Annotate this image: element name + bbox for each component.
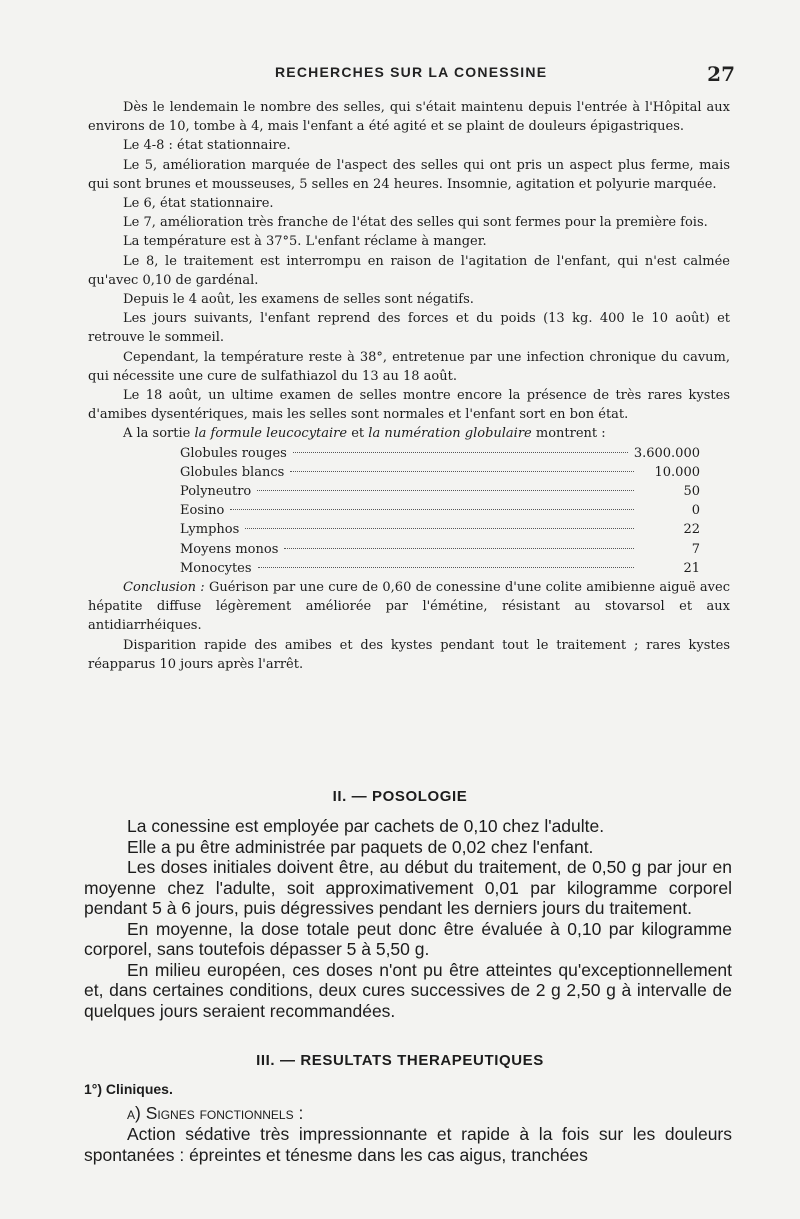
- result-label: Monocytes: [180, 560, 252, 576]
- result-label: Lymphos: [180, 522, 240, 538]
- result-value: 10.000: [654, 464, 700, 480]
- dot-leader: [290, 471, 634, 472]
- formula-suffix: montrent :: [535, 426, 606, 442]
- case-paragraph: Depuis le 4 août, les examens de selles sont négatifs.: [123, 292, 474, 308]
- result-value: 0: [691, 503, 700, 519]
- result-label: Moyens monos: [180, 541, 279, 557]
- dot-leader: [293, 452, 628, 453]
- dot-leader: [230, 509, 634, 510]
- formula-label: la formule leucocytaire: [194, 426, 348, 442]
- dot-leader: [257, 490, 634, 491]
- result-row: [180, 501, 700, 520]
- result-label: Polyneutro: [180, 484, 252, 500]
- dot-leader: [258, 567, 634, 568]
- running-title: RECHERCHES SUR LA CONESSINE: [275, 64, 548, 80]
- result-row: [180, 520, 700, 539]
- conclusion: [88, 578, 730, 636]
- posologie-paragraph: Elle a pu être administrée par paquets de 0,02 chez l'enfant.: [127, 836, 594, 857]
- result-value: 50: [683, 484, 700, 500]
- conclusion-text: Guérison par une cure de 0,60 de conessine d'une colite amibienne aiguë avec hépatite diffuse légèrement améliorée par l'émétine, résistant au stovarsol et aux antidiarrhéiques.: [88, 579, 730, 634]
- result-label: Globules rouges: [180, 445, 287, 461]
- posologie-paragraph: En moyenne, la dose totale peut donc être évaluée à 0,10 par kilogramme corporel, sans toutefois dépasser 5 à 5,50 g.: [84, 918, 732, 959]
- case-paragraph: Le 4-8 : état stationnaire.: [123, 138, 291, 154]
- section-title-posologie: II. — POSOLOGIE: [332, 788, 468, 805]
- formula-prefix: A la sortie: [123, 426, 191, 442]
- case-paragraph: Dès le lendemain le nombre des selles, qui s'était maintenu depuis l'entrée à l'Hôpital aux environs de 10, tombe à 4, mais l'enfant a été agité et se plaint de douleurs épigastriques.: [88, 100, 730, 135]
- case-paragraph: Le 8, le traitement est interrompu en raison de l'agitation de l'enfant, qui n'est calmée qu'avec 0,10 de gardénal.: [88, 253, 730, 288]
- case-paragraph: Cependant, la température reste à 38°, entretenue par une infection chronique du cavum, qui nécessite une cure de sulfathiazol du 13 au 18 août.: [88, 349, 730, 384]
- case-paragraph: Le 7, amélioration très franche de l'état des selles qui sont fermes pour la première fois.: [123, 215, 708, 231]
- case-paragraph: Le 5, amélioration marquée de l'aspect des selles qui ont pris un aspect plus ferme, mais qui sont brunes et mousseuses, 5 selles en 24 heures. Insomnie, agitation et polyurie marquée.: [88, 157, 730, 192]
- final-paragraph: Disparition rapide des amibes et des kystes pendant tout le traitement ; rares kystes réapparus 10 jours après l'arrêt.: [88, 637, 730, 672]
- result-label: Globules blancs: [180, 464, 285, 480]
- numeration-label: la numération globulaire: [368, 426, 532, 442]
- result-row: [180, 463, 700, 482]
- dot-leader: [284, 548, 634, 549]
- result-value: 3.600.000: [633, 445, 700, 461]
- resultats-body: [84, 1103, 732, 1166]
- posologie-paragraph: Les doses initiales doivent être, au début du traitement, de 0,50 g par jour en moyenne chez l'adulte, soit approximativement 0,01 par kilogramme corporel pendant 5 à 6 jours, puis dégressives pendant les derniers jours du traitement.: [84, 857, 732, 918]
- formula-middle: et: [351, 426, 365, 442]
- case-paragraph: Les jours suivants, l'enfant reprend des forces et du poids (13 kg. 400 le 10 août) et retrouve le sommeil.: [88, 311, 730, 346]
- case-paragraph: Le 6, état stationnaire.: [123, 196, 274, 212]
- case-paragraph: La température est à 37°5. L'enfant réclame à manger.: [123, 234, 487, 250]
- case-paragraph: Le 18 août, un ultime examen de selles montre encore la présence de très rares kystes d'amibes dysentériques, mais les selles sont normales et l'enfant sort en bon état.: [88, 388, 730, 423]
- posologie-body: [84, 816, 732, 1021]
- case-report: [88, 98, 730, 674]
- result-value: 22: [683, 522, 700, 538]
- conclusion-label: Conclusion :: [123, 579, 205, 595]
- page-header: [80, 62, 735, 88]
- section-title-resultats: III. — RESULTATS THERAPEUTIQUES: [256, 1052, 544, 1069]
- blood-results: [180, 444, 700, 578]
- signes-fonctionnels-label: a) Signes fonctionnels :: [127, 1103, 304, 1123]
- subheading-cliniques: 1°) Cliniques.: [84, 1081, 173, 1097]
- result-row: [180, 482, 700, 501]
- result-row: [180, 444, 700, 463]
- posologie-paragraph: La conessine est employée par cachets de 0,10 chez l'adulte.: [127, 816, 605, 836]
- result-row: [180, 540, 700, 559]
- result-value: 7: [691, 541, 700, 557]
- formula-intro: [88, 424, 730, 443]
- posologie-paragraph: En milieu européen, ces doses n'ont pu être atteintes qu'exceptionnellement et, dans certaines conditions, deux cures successives de 2 g 2,50 g à intervalle de quelques jours seraient recommandées.: [84, 959, 732, 1021]
- resultats-paragraph: Action sédative très impressionnante et rapide à la fois sur les douleurs spontanées : épreintes et ténesme dans les cas aigus, tranchées: [84, 1124, 732, 1165]
- result-value: 21: [683, 560, 700, 576]
- dot-leader: [245, 528, 634, 529]
- result-label: Eosino: [180, 503, 225, 519]
- result-row: [180, 559, 700, 578]
- page-number: 27: [707, 62, 735, 86]
